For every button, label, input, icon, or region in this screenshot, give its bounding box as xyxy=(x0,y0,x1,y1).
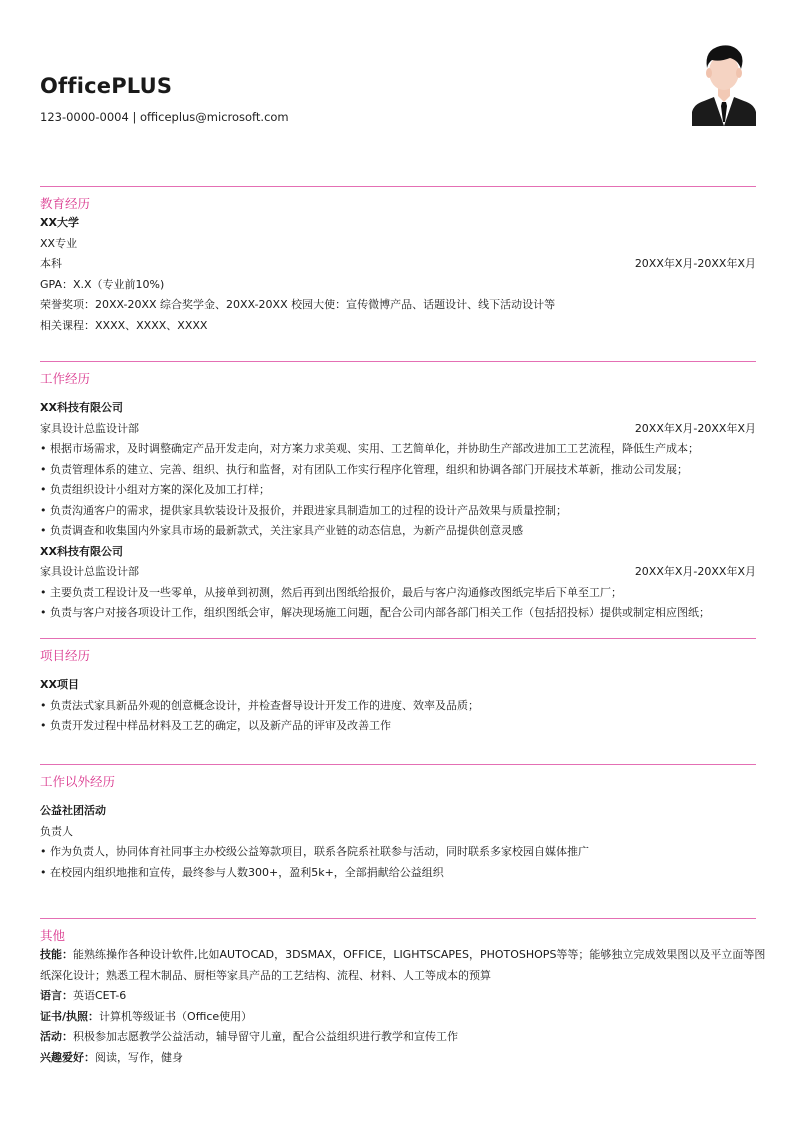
skills-continuation: 纸深化设计；熟悉工程木制品、厨柜等家具产品的工艺结构、流程、材料、人工等成本的预算 xyxy=(40,968,491,982)
position-row xyxy=(40,562,756,583)
language-label: 语言： xyxy=(40,989,73,1002)
section-title: 工作经历 xyxy=(40,371,91,386)
education-section xyxy=(40,186,756,336)
project-section xyxy=(40,638,756,737)
certificate-label: 证书/执照： xyxy=(40,1009,100,1023)
work-section xyxy=(40,361,756,624)
section-divider xyxy=(40,918,756,919)
hobby-row xyxy=(40,1048,756,1069)
job-entry xyxy=(40,398,756,542)
list-item: • 负责沟通客户的需求，提供家具软装设计及报价，并跟进家具制造加工的过程的设计产品效果与质量控制； xyxy=(40,501,756,522)
section-title: 工作以外经历 xyxy=(40,774,116,789)
section-divider xyxy=(40,638,756,639)
person-in-suit-avatar-icon xyxy=(692,42,756,126)
date-range: 20XX年X月-20XX年X月 xyxy=(634,421,756,435)
list-item: • 负责调查和收集国内外家具市场的最新款式，关注家具产业链的动态信息，为新产品提供创意灵感 xyxy=(40,521,756,542)
certificate-row xyxy=(40,1007,756,1028)
school-name: XX大学 xyxy=(40,216,79,229)
extra-section xyxy=(40,764,756,883)
contact-info: 123-0000-0004 | officeplus@microsoft.com xyxy=(40,110,289,124)
job-entry xyxy=(40,542,756,624)
position: 家具设计总监设计部 xyxy=(40,565,139,578)
activity-text: 积极参加志愿教学公益活动，辅导留守儿童，配合公益组织进行教学和宣传工作 xyxy=(73,1030,458,1043)
section-title: 教育经历 xyxy=(40,196,91,211)
list-item: • 作为负责人，协同体育社同事主办校级公益筹款项目，联系各院系社联参与活动，同时联系多家校园自媒体推广 xyxy=(40,842,756,863)
gpa: GPA：X.X（专业前10%) xyxy=(40,277,165,291)
date-range: 20XX年X月-20XX年X月 xyxy=(634,257,756,270)
company-name: XX科技有限公司 xyxy=(40,401,123,414)
section-divider xyxy=(40,186,756,187)
skills-row xyxy=(40,945,766,966)
section-divider xyxy=(40,764,756,765)
major: XX专业 xyxy=(40,236,78,250)
candidate-name: OfficePLUS xyxy=(40,74,173,98)
date-range: 20XX年X月-20XX年X月 xyxy=(634,565,756,578)
section-divider xyxy=(40,361,756,362)
position: 家具设计总监设计部 xyxy=(40,421,139,435)
role: 负责人 xyxy=(40,824,73,838)
other-section xyxy=(40,918,766,1068)
list-item: • 负责法式家具新品外观的创意概念设计，并检查督导设计开发工作的进度、效率及品质； xyxy=(40,696,756,717)
list-item: • 在校园内组织地推和宣传，最终参与人数300+，盈利5k+，全部捐献给公益组织 xyxy=(40,863,756,884)
section-title: 其他 xyxy=(40,928,66,943)
degree-row xyxy=(40,254,756,275)
hobby-label: 兴趣爱好： xyxy=(40,1050,95,1064)
list-item: • 根据市场需求，及时调整确定产品开发走向，对方案力求美观、实用、工艺简单化，并协助生产部改进加工工艺流程，降低生产成本； xyxy=(40,439,756,460)
list-item: • 主要负责工程设计及一些零单，从接单到初测，然后再到出图纸给报价，最后与客户沟通修改图纸完毕后下单至工厂； xyxy=(40,583,756,604)
activity-label: 活动： xyxy=(40,1030,73,1043)
position-row xyxy=(40,419,756,440)
skills-text: 能熟练操作各种设计软件,比如AUTOCAD，3DSMAX，OFFICE，LIGHTSCAPES，PHOTOSHOPS等等；能够独立完成效果图以及平立面等图 xyxy=(73,948,766,961)
list-item: • 负责与客户对接各项设计工作，组织图纸会审，解决现场施工问题，配合公司内部各部门相关工作（包括招投标）提供或制定相应图纸； xyxy=(40,603,756,624)
language-row xyxy=(40,986,756,1007)
section-title: 项目经历 xyxy=(40,648,91,663)
organization-name: 公益社团活动 xyxy=(40,804,106,817)
language-text: 英语CET-6 xyxy=(73,989,127,1002)
list-item: • 负责组织设计小组对方案的深化及加工打样； xyxy=(40,480,756,501)
degree: 本科 xyxy=(40,257,62,270)
courses: 相关课程：XXXX、XXXX、XXXX xyxy=(40,318,208,332)
skills-label: 技能： xyxy=(40,948,73,961)
project-name: XX项目 xyxy=(40,678,79,691)
honors: 荣誉奖项：20XX-20XX 综合奖学金、20XX-20XX 校园大使：宣传微博产品、话题设计、线下活动设计等 xyxy=(40,298,556,311)
hobby-text: 阅读，写作，健身 xyxy=(95,1050,183,1064)
certificate-text: 计算机等级证书（Office使用） xyxy=(99,1009,253,1023)
activity-row xyxy=(40,1027,756,1048)
list-item: • 负责管理体系的建立、完善、组织、执行和监督，对有团队工作实行程序化管理，组织和协调各部门开展技术革新，推动公司发展； xyxy=(40,460,756,481)
list-item: • 负责开发过程中样品材料及工艺的确定，以及新产品的评审及改善工作 xyxy=(40,716,756,737)
company-name: XX科技有限公司 xyxy=(40,544,123,558)
